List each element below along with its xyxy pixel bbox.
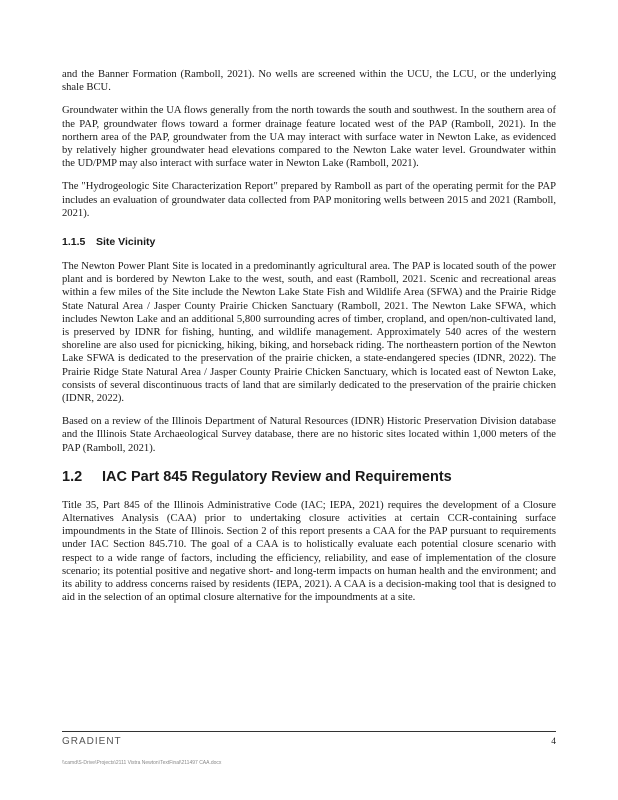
site-vicinity-paragraph-1: The Newton Power Plant Site is located in a predominantly agricultural area. The PAP is located south of the power plant and is bordered by Newton Lake to the west, south, and east (Ramboll, 2021. Scenic and recreational areas within a few miles of the Site include the Newton Lake State Fish and Wildlife Area (SFWA) and the Prairie Ridge State Natural Area / Jasper County Prairie Chicken Sanctuary (Ramboll, 2021. The Newton Lake SFWA, which includes Newton Lake and an additional 5,800 surrounding acres of timber, cropland, and open/non-cultivated land, is preserved by IDNR for fishing, hunting, and wildlife management. Approximately 540 acres of the western shoreline are also used for picnicking, hiking, biking, and horseback riding. The northeastern portion of the Newton Lake SFWA is dedicated to the preservation of the prairie chicken, a state-endangered species (IDNR, 2022). The Prairie Ridge State Natural Area / Jasper County Prairie Chicken Sanctuary, which is located east of Newton Lake, consists of several discontinuous tracts of land that are similarly dedicated to the preservation of the prairie chicken (IDNR, 2022). — [62, 261, 556, 405]
document-page — [62, 68, 556, 615]
hydrogeologic-report-paragraph: The "Hydrogeologic Site Characterization Report" prepared by Ramboll as part of the operating permit for the PAP includes an evaluation of groundwater data collected from PAP monitoring wells between 2015 and 2021 (Ramboll, 2021). — [62, 181, 556, 219]
footer-file-path: \\camd\S-Drive\Projects\2111 Vistra Newton\TextFinal\211497 CAA.docx — [62, 760, 222, 766]
groundwater-paragraph: Groundwater within the UA flows generally from the north towards the south and southwest. In the southern area of the PAP, groundwater flows toward a former drainage feature located west of the PAP (Ramboll, 2021). In the northern area of the PAP, groundwater from the UA may interact with surface water in Newton Lake, as evidenced by relatively higher groundwater head elevations compared to the Newton Lake water level. Groundwater within the UD/PMP may also interact with surface water in Newton Lake (Ramboll, 2021). — [62, 105, 556, 170]
section-title: IAC Part 845 Regulatory Review and Requirements — [102, 468, 452, 485]
iac-part-845-paragraph: Title 35, Part 845 of the Illinois Administrative Code (IAC; IEPA, 2021) requires the development of a Closure Alternatives Analysis (CAA) prior to undertaking closure activities at certain CCR-containing surface impoundments in the State of Illinois. Section 2 of this report presents a CAA for the PAP pursuant to requirements under IAC Section 845.710. The goal of a CAA is to holistically evaluate each potential closure scenario with respect to a wide range of factors, including the efficiency, reliability, and ease of implementation of the closure scenario; its potential positive and negative short- and long-term impacts on human health and the environment; and its ability to address concerns raised by residents (IEPA, 2021). A CAA is a decision-making tool that is designed to aid in the selection of an optimal closure alternative for the impoundments at a site. — [62, 499, 556, 604]
section-heading-site-vicinity — [62, 236, 556, 248]
section-heading-iac-part-845 — [62, 469, 556, 485]
section-number: 1.1.5 — [62, 236, 86, 249]
page-number: 4 — [551, 737, 556, 747]
section-title: Site Vicinity — [96, 236, 156, 249]
site-vicinity-paragraph-2: Based on a review of the Illinois Department of Natural Resources (IDNR) Historic Preservation Division database and the Illinois State Archaeological Survey database, there are no historic sites located within 1,000 meters of the PAP (Ramboll, 2021). — [62, 416, 556, 454]
footer-divider — [62, 731, 556, 732]
footer-brand-logo: GRADIENT — [62, 736, 122, 747]
intro-paragraph: and the Banner Formation (Ramboll, 2021). No wells are screened within the UCU, the LCU, or the underlying shale BCU. — [62, 69, 556, 94]
section-number: 1.2 — [62, 468, 83, 485]
